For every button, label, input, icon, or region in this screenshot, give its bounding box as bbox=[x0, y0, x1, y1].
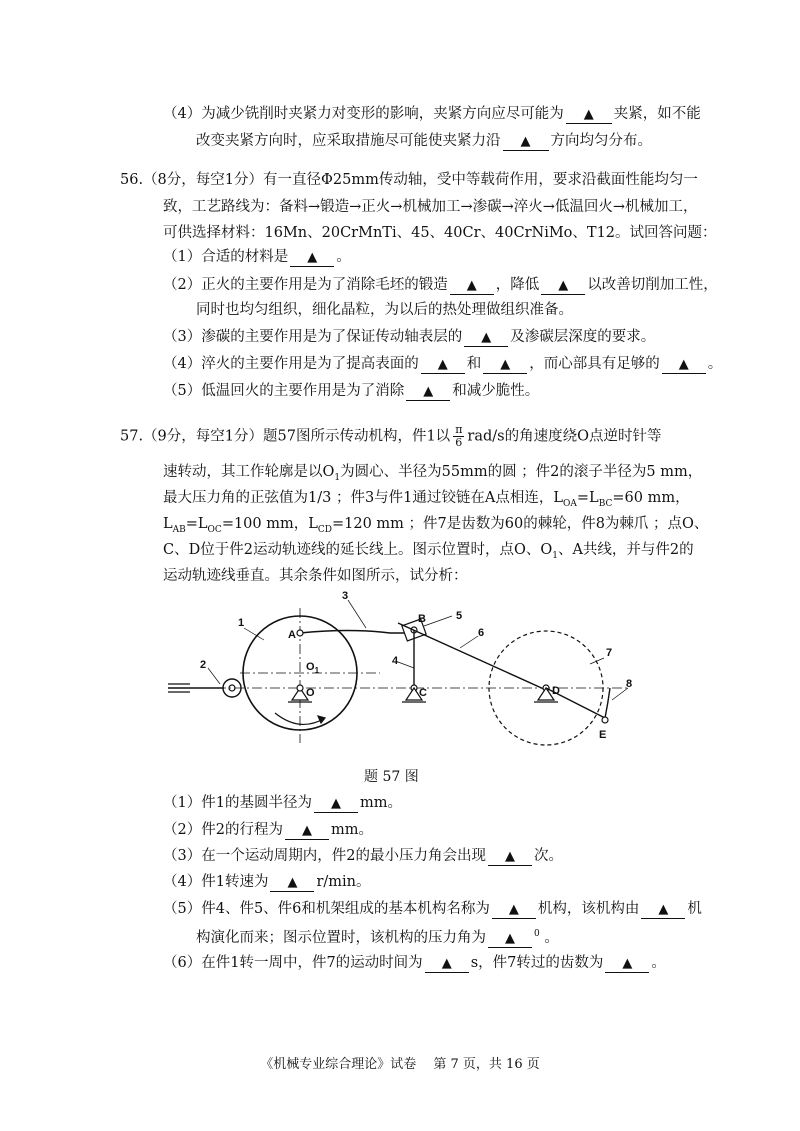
answer-blank: ▲ bbox=[270, 875, 314, 892]
answer-blank: ▲ bbox=[503, 134, 549, 151]
answer-blank: ▲ bbox=[641, 902, 685, 919]
text: 及渗碳层深度的要求。 bbox=[510, 329, 656, 345]
text: 机构，该机构由 bbox=[537, 901, 640, 917]
q57-item3 bbox=[163, 846, 563, 866]
label-O1-sub: 1 bbox=[314, 666, 320, 675]
arrow-head-icon bbox=[318, 716, 325, 723]
text: （2）件2的行程为 bbox=[163, 822, 283, 838]
mechanism-diagram bbox=[160, 588, 633, 748]
label-O: O bbox=[306, 687, 315, 699]
answer-blank: ▲ bbox=[450, 278, 494, 295]
text: 速转动，其工作轮廓是以O bbox=[163, 464, 335, 480]
text: mm。 bbox=[330, 822, 373, 838]
text: =100 mm，L bbox=[221, 516, 318, 532]
text: 为圆心、半径为55mm的圆 ；件2的滚子半径为5 mm， bbox=[340, 464, 703, 480]
text: （1）件1的基圆半径为 bbox=[163, 795, 312, 811]
text: （6）在件1转一周中，件7的运动时间为 bbox=[163, 955, 423, 971]
q56-stem-line1: 56.（8分，每空1分）有一直径Φ25mm传动轴，受中等载荷作用，要求沿截面性能均匀一 bbox=[120, 172, 698, 188]
label-6: 6 bbox=[478, 627, 485, 639]
answer-blank: ▲ bbox=[566, 107, 612, 124]
text: L bbox=[163, 516, 173, 532]
text: 方向均匀分布。 bbox=[550, 133, 652, 149]
text: ，降低 bbox=[495, 277, 540, 293]
label-C: C bbox=[419, 687, 427, 699]
q56-item3 bbox=[163, 327, 655, 347]
answer-blank: ▲ bbox=[488, 931, 532, 948]
answer-blank: ▲ bbox=[406, 384, 450, 401]
text: =120 mm ；件7是齿数为60的棘轮，件8为棘爪 ；点O、 bbox=[331, 516, 709, 532]
label-4: 4 bbox=[392, 655, 399, 667]
subscript: CD bbox=[317, 524, 332, 535]
text: s，件7转过的齿数为 bbox=[470, 955, 604, 971]
text: rad/s的角速度绕O点逆时针等 bbox=[467, 428, 662, 445]
text: （3）渗碳的主要作用是为了保证传动轴表层的 bbox=[163, 329, 463, 345]
label-5: 5 bbox=[456, 610, 463, 622]
q57-item5-line2 bbox=[196, 924, 559, 948]
label-1: 1 bbox=[238, 617, 245, 629]
subscript: OC bbox=[207, 524, 222, 535]
subscript: AB bbox=[172, 524, 186, 535]
answer-blank: ▲ bbox=[290, 250, 334, 267]
answer-blank: ▲ bbox=[605, 956, 649, 973]
text: （4）为减少铣削时夹紧力对变形的影响，夹紧方向应尽可能为 bbox=[163, 106, 564, 122]
answer-blank: ▲ bbox=[488, 849, 532, 866]
text: 、A共线，并与件2的 bbox=[557, 542, 694, 558]
text: C、D位于件2运动轨迹线的延长线上。图示位置时，点O、O bbox=[163, 542, 553, 558]
joint-A bbox=[297, 630, 303, 636]
answer-blank: ▲ bbox=[662, 357, 706, 374]
fraction-numerator: π bbox=[455, 423, 463, 436]
fraction bbox=[453, 424, 464, 449]
label-2: 2 bbox=[200, 659, 207, 671]
fraction-denominator: 6 bbox=[455, 436, 463, 449]
figure-caption: 题 57 图 bbox=[364, 769, 419, 785]
label-O1-main: O bbox=[306, 661, 315, 673]
answer-blank: ▲ bbox=[314, 796, 358, 813]
joint-O bbox=[297, 685, 303, 691]
text: 次。 bbox=[533, 848, 563, 864]
q57-stem-line5 bbox=[163, 540, 694, 566]
label-7: 7 bbox=[606, 647, 613, 659]
text: 。 bbox=[336, 249, 351, 265]
text: 。 bbox=[651, 955, 666, 971]
q57-item1 bbox=[163, 793, 402, 813]
text: 构演化而来；图示位置时，该机构的压力角为 bbox=[196, 929, 486, 946]
answer-blank: ▲ bbox=[541, 278, 585, 295]
q56-item5 bbox=[163, 381, 539, 401]
text: （2）正火的主要作用是为了消除毛坯的锻造 bbox=[163, 277, 448, 293]
text: 夹紧，如不能 bbox=[613, 106, 701, 122]
text: 。 bbox=[544, 929, 559, 946]
answer-blank: ▲ bbox=[464, 330, 508, 347]
text: r/min。 bbox=[316, 874, 371, 890]
label-B: B bbox=[418, 613, 426, 625]
label-3: 3 bbox=[342, 590, 349, 602]
label-O1 bbox=[306, 661, 320, 675]
q57-stem-line4 bbox=[163, 514, 708, 540]
q55-item4-line2 bbox=[196, 131, 652, 151]
q57-item6 bbox=[163, 953, 666, 973]
q55-item4-line1 bbox=[163, 104, 701, 124]
answer-blank: ▲ bbox=[483, 357, 527, 374]
q57-stem-line6: 运动轨迹线垂直。其余条件如图所示，试分析： bbox=[163, 568, 468, 584]
text: L bbox=[553, 490, 564, 506]
text: 和减少脆性。 bbox=[452, 383, 540, 399]
text: （4）淬火的主要作用是为了提高表面的 bbox=[163, 356, 419, 372]
text: （3）在一个运动周期内，件2的最小压力角会出现 bbox=[163, 848, 486, 864]
text: 最大压力角的正弦值为1/3 ；件3与件1通过铰链在A点相连， bbox=[163, 490, 554, 506]
page-footer: 《机械专业综合理论》试卷 第 7 页，共 16 页 bbox=[260, 1057, 540, 1072]
joint-E bbox=[602, 717, 608, 723]
q57-item5-line1 bbox=[163, 899, 702, 919]
q57-item2 bbox=[163, 820, 373, 840]
text: mm。 bbox=[359, 795, 402, 811]
subscript: 1 bbox=[334, 472, 341, 483]
subscript: BC bbox=[598, 498, 613, 509]
text: （5）低温回火的主要作用是为了消除 bbox=[163, 383, 405, 399]
answer-blank: ▲ bbox=[425, 956, 469, 973]
degree-superscript: 0 bbox=[534, 929, 540, 939]
q57-stem-line2 bbox=[163, 462, 702, 488]
text: 和 bbox=[466, 356, 482, 372]
text: =L bbox=[185, 516, 208, 532]
text: 以改善切削加工性， bbox=[587, 277, 718, 293]
text: =L bbox=[576, 490, 599, 506]
text: ，而心部具有足够的 bbox=[529, 356, 660, 372]
label-D: D bbox=[552, 685, 560, 697]
text: 57.（9分，每空1分）题57图所示传动机构，件1以 bbox=[120, 428, 451, 445]
text: 。 bbox=[707, 356, 723, 372]
q56-item4 bbox=[163, 354, 722, 374]
text: =60 mm， bbox=[612, 490, 690, 506]
q57-item4 bbox=[163, 872, 371, 892]
subscript: OA bbox=[563, 498, 577, 509]
answer-blank: ▲ bbox=[492, 902, 536, 919]
q56-item2-line2: 同时也均匀组织，细化晶粒，为以后的热处理做组织准备。 bbox=[196, 302, 573, 318]
label-A: A bbox=[288, 629, 296, 641]
q56-stem-line3: 可供选择材料：16Mn、20CrMnTi、45、40Cr、40CrNiMo、T12。试回答问题： bbox=[163, 225, 717, 241]
answer-blank: ▲ bbox=[285, 823, 329, 840]
q56-item1 bbox=[163, 247, 351, 267]
subscript: 1 bbox=[552, 550, 558, 561]
q57-stem-line1 bbox=[120, 424, 662, 449]
q56-stem-line2: 致，工艺路线为：备料→锻造→正火→机械加工→渗碳→淬火→低温回火→机械加工， bbox=[163, 199, 698, 215]
link-part6 bbox=[398, 623, 546, 690]
pawl-tip bbox=[605, 688, 610, 718]
q57-stem-line3 bbox=[163, 488, 690, 514]
q56-item2-line1 bbox=[163, 275, 718, 295]
text: （5）件4、件5、件6和机架组成的基本机构名称为 bbox=[163, 901, 490, 917]
label-E: E bbox=[599, 729, 607, 741]
link-part3 bbox=[300, 631, 408, 634]
label-8: 8 bbox=[626, 678, 633, 690]
text: 机 bbox=[687, 901, 702, 917]
text: （1）合适的材料是 bbox=[163, 249, 289, 265]
answer-blank: ▲ bbox=[421, 357, 465, 374]
text: （4）件1转速为 bbox=[163, 874, 269, 890]
text: 改变夹紧方向时，应采取措施尽可能使夹紧力沿 bbox=[196, 133, 501, 149]
